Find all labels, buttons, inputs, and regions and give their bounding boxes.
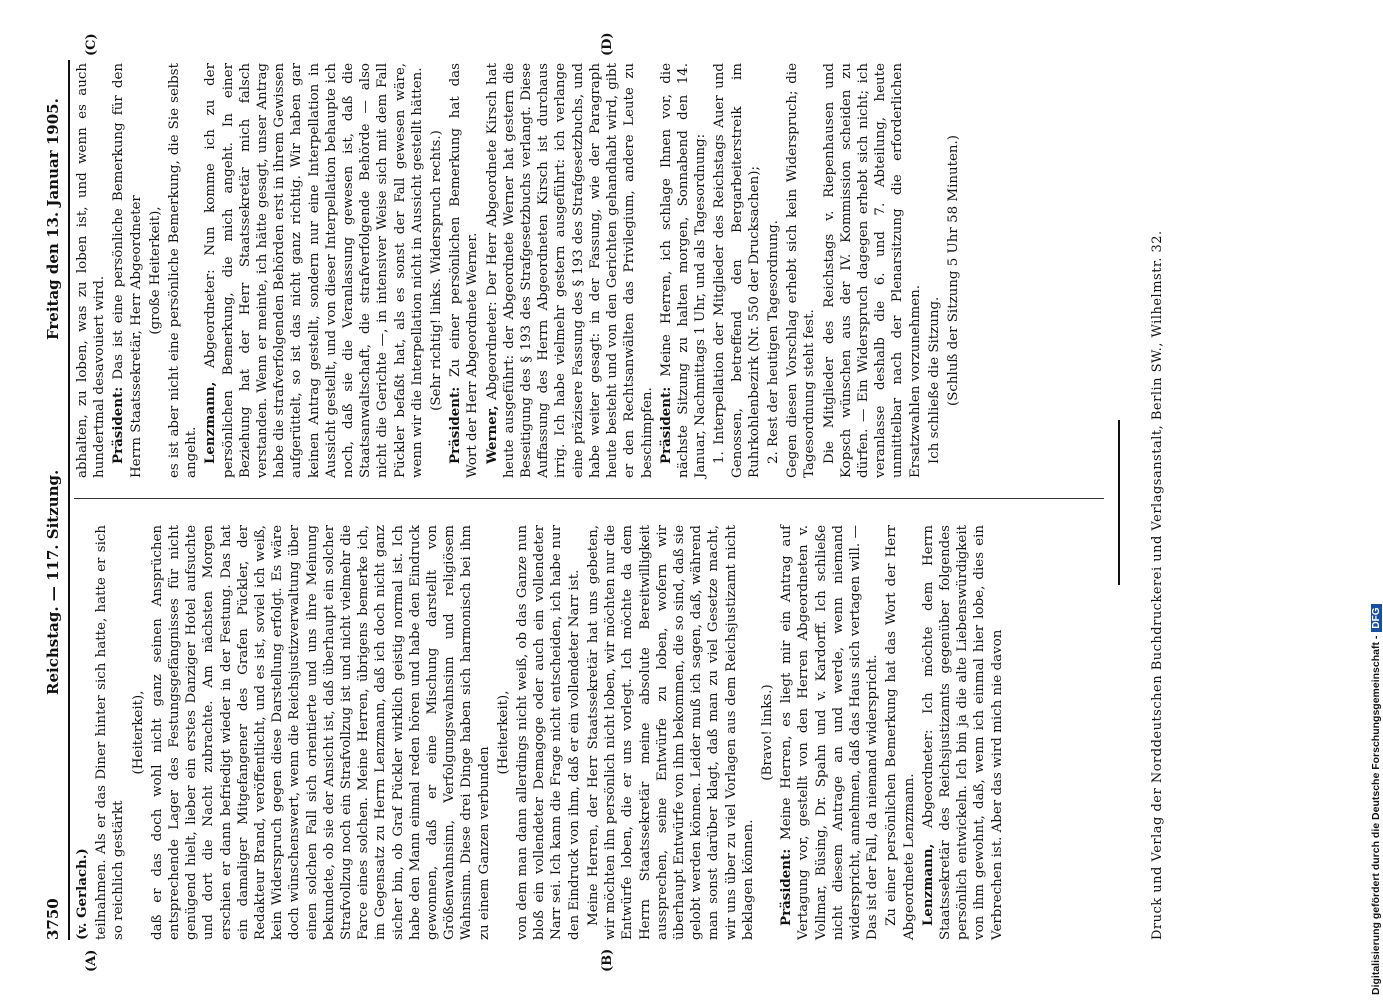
speaker-name: Lenzmann, [202,381,219,464]
speech-text: Meine Herren, es liegt mir ein Antrag auf Vertagung vor, gestellt von den Herren Abgeordneten v. Vollmar, Büsing, Dr. Spahn und v. Kardorff. Ich schließe nicht diesem Antrage an und werde, wenn niemand widerspricht, annehmen, daß das Haus sich vertagen will. — Das ist der Fall, da niemand widerspricht. [779,525,881,940]
paragraph [202,63,426,478]
interjection: (Bravo! links.) [759,684,775,781]
speaker-name: Präsident: [447,386,464,464]
margin-mark-a: (A) [84,949,99,972]
speech-text: Abgeordneter: Der Herr Abgeordnete Kirsch hat heute ausgeführt: der Abgeordnete Werner hat gestern die Beseitigung des § 193 des Strafgesetzbuchs verlangt. Diese Auffassung des Herrn Abgeordneten Kirsch ist durchaus irrig. Ich habe vielmehr gestern ausgeführt: ich verlange eine präzisere Fassung des § 193 des Strafgesetzbuchs, und habe weiter gesagt: in der Fassung, wie der Paragraph heute besteht und von den Gerichten gehandhabt wird, gibt er den Rechtsanwälten das Privilegium, andere Leute zu beschimpfen. [484,63,655,478]
right-column [74,63,1104,478]
paragraph: teilnahmen. Als er das Diner hinter sich hatte, hatte er sich so reichlich gestärkt [94,525,127,940]
column-divider [74,498,1104,499]
running-header [40,60,70,940]
rotated-print-area [40,32,1290,972]
speaker-name: Lenzmann, [919,843,936,926]
session-date: Freitag den 13. Januar 1905. [44,98,62,340]
margin-mark-b: (B) [600,948,615,972]
paragraph [447,63,481,478]
speech-text: Das ist eine persönliche Bemerkung für den Herrn Staatssekretär, Herr Abgeordneter [111,63,144,478]
paragraph: von dem man dann allerdings nicht weiß, ob das Ganze nun bloß ein vollendeter Demagoge oder auch ein vollendeter Narr sei. Ich kann die Frage nicht entscheiden, ich habe nur den Eindruck von ihm, daß er ein vollendeter Narr ist. [515,525,582,940]
paragraph: Meine Herren, der Herr Staatssekretär hat uns gebeten, wir möchten ihn persönlich nicht loben, wir möchten nur die Entwürfe loben, die er uns vorlegt. Ich möchte da dem Herrn Staatssekretär meine absolute Bereitwilligkeit aussprechen, seine Entwürfe zu loben, wofern wir überhaupt Entwürfe von ihm bekommen, die so sind, daß sie gelobt werden können. Leider muß ich sagen, daß, während man sonst darüber klagt, daß man zu viel Gesetze macht, wir uns über zu viel Vorlagen aus dem Reichsjustizamt nicht beklagen können. [585,525,756,940]
session-close-note: (Schluß der Sitzung 5 Uhr 58 Minuten.) [945,134,961,407]
interjection: (große Heiterkeit), [147,206,163,335]
paragraph: abhalten, zu loben, was zu loben ist, und wenn es auch hundertmal desavouiert wird. [75,63,108,478]
session-title: Reichstag. — 117. Sitzung. [44,469,62,695]
paragraph [110,63,144,478]
margin-mark-c: (C) [84,33,99,56]
paragraph: Gegen diesen Vorschlag erhebt sich kein Widerspruch; die Tagesordnung steht fest. [785,63,818,478]
funding-note-text: Digitalisierung gefördert durch die Deutsche Forschungsgemeinschaft - [1370,635,1382,995]
agenda-item: 2. Rest der heutigen Tagesordnung. [765,220,781,464]
dfg-logo: DFG [1371,605,1382,632]
funding-note [1370,5,1382,995]
speech-text: Zu einer persönlichen Bemerkung hat das Wort der Herr Abgeordnete Werner. [448,62,481,478]
interjection: (Sehr richtig! links. Widerspruch rechts.) [429,130,445,411]
page-number: 3750 [44,898,62,940]
paragraph: Zu einer persönlichen Bemerkung hat das Wort der Herr Abgeordnete Lenzmann. [884,525,917,940]
speaker-continuation: (v. Gerlach.) [74,848,90,940]
speech-text: Meine Herren, ich schlage Ihnen vor, die nächste Sitzung zu halten morgen, Sonnabend den 14. Januar, Nachmittags 1 Uhr, und als Tagesordnung: [658,63,709,478]
margin-mark-d: (D) [600,32,615,56]
separator-rule [1118,420,1120,585]
paragraph: Ich schließe die Sitzung. [926,296,942,464]
interjection: (Heiterkeit), [130,690,146,775]
paragraph [778,525,881,940]
speech-text: Abgeordneter: Nun komme ich zu der persönlichen Bemerkung, die mich angeht. In einer Beziehung hat der Herr Staatssekretär mich falsch verstanden. Wenn er meinte, ich hätte gesagt, unser Antrag habe die strafverfolgenden Behörden erst in ihrem Gewissen aufgerüttelt, so ist das nicht ganz richtig. Wir haben gar keinen Antrag gestellt, sondern nur eine Interpellation in Aussicht gestellt, und von dieser Interpellation behaupte ich noch, daß sie die Veranlassung gewesen ist, daß die Staatsanwaltschaft, die strafverfolgende Behörde — also nicht die Gerichte —, in intensiver Weise sich mit dem Fall Pückler befaßt hat, als es sonst der Fall gewesen wäre, wenn wir die Interpellation nicht in Aussicht gestellt hätten. [203,63,425,478]
printer-footer: Druck und Verlag der Norddeutschen Buchdruckerei und Verlagsanstalt, Berlin SW., Wilhelmstr. 32. [1150,230,1165,940]
speaker-name: Präsident: [110,386,127,464]
paragraph: es ist aber nicht eine persönliche Bemerkung, die Sie selbst angeht. [167,63,200,478]
speaker-name: Werner, [483,405,500,464]
speech-text: Abgeordneter: Ich möchte dem Herrn Staatssekretär des Reichsjustizamts gegenüber folgendes persönlich entwickeln. Ich bin ja die alte Liebenswürdigkeit von ihm gewohnt, daß, wenn ich einmal hier lobe, dies ein Verbrechen ist. Aber das wird mich nie davon [920,524,1005,940]
paragraph [658,63,710,478]
speaker-name: Präsident: [657,386,674,464]
interjection: (Heiterkeit), [495,690,511,775]
paragraph [920,525,1006,940]
paragraph: daß er das doch wohl nicht ganz seinen Ansprüchen entsprechende Lager des Festungsgefängnisses für nicht genügend hielt, lieber ein erstes Danziger Hotel aufsuchte und dort die Nacht zubrachte. Am nächsten Morgen erschien er dann befriedigt wieder in der Festung. Das hat ein damaliger Mitgefangener des Grafen Pückler, der Redakteur Brand, veröffentlicht, und es ist, soviel ich weiß, kein Widerspruch gegen diese Darstellung erfolgt. Es wäre doch wünschenswert, wenn die Reichsjustizverwaltung über einen solchen Fall sich orientierte und uns ihre Meinung bekundete, ob sie der Ansicht ist, daß überhaupt ein solcher Strafvollzug noch ein Strafvollzug ist und nicht vielmehr die Farce eines solchen. Meine Herren, übrigens bemerke ich, im Gegensatz zu Herrn Lenzmann, daß ich doch nicht ganz sicher bin, ob Graf Pückler wirklich geistig normal ist. Ich habe den Mann einmal reden hören und habe den Eindruck gewonnen, daß er eine Mischung darstellt von Größenwahnsinn, Verfolgungswahnsinn und religiösem Wahnsinn. Diese drei Dinge haben sich harmonisch bei ihm zu einem Ganzen verbunden [149,525,492,940]
speaker-name: Präsident: [778,848,795,926]
left-column [74,525,1104,940]
paragraph [484,63,656,478]
paragraph: Die Mitglieder des Reichstags v. Riepenhausen und Kopsch wünschen aus der IV. Kommission scheiden zu dürfen. — Ein Widerspruch dagegen erhebt sich nicht; ich veranlasse deshalb die 6. und 7. Abteilung, heute unmittelbar nach der Plenarsitzung die erforderlichen Ersatzwahlen vorzunehmen. [821,63,923,478]
agenda-item: 1. Interpellation der Mitglieder des Reichstags Auer und Genossen, betreffend den Bergarbeiterstreik im Ruhrkohlenbezirk (Nr. 550 der Drucksachen); [712,63,762,478]
